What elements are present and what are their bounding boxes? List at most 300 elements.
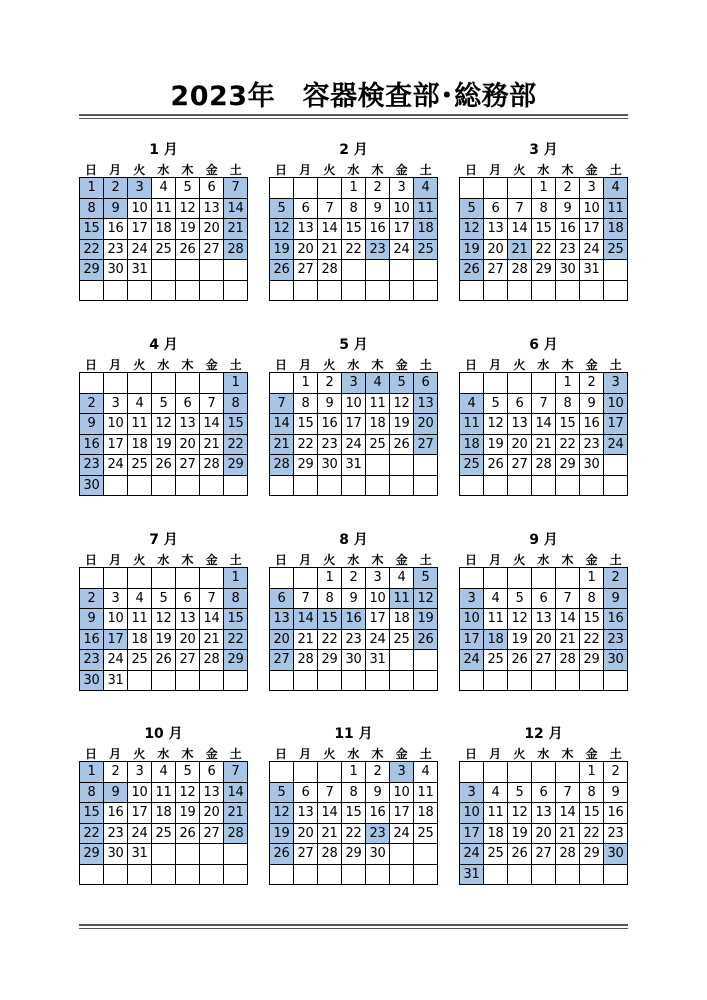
empty-cell: [460, 671, 484, 692]
weekday-label: 木: [561, 553, 574, 567]
weekday-label: 月: [489, 358, 502, 372]
day-grid: [459, 761, 628, 885]
empty-cell: [532, 568, 556, 589]
empty-cell: [556, 865, 580, 886]
day-cell: 23: [104, 240, 128, 261]
day-cell: 1: [342, 178, 366, 199]
day-cell: 10: [460, 803, 484, 824]
empty-cell: [532, 762, 556, 783]
empty-cell: [128, 281, 152, 302]
empty-cell: [342, 865, 366, 886]
day-cell: 18: [152, 219, 176, 240]
weekday-label: 土: [419, 358, 432, 372]
day-cell: 29: [294, 455, 318, 476]
day-cell: 12: [390, 394, 414, 415]
day-cell: 10: [366, 589, 390, 610]
day-cell: 8: [580, 783, 604, 804]
month-label: 10 月: [144, 726, 183, 742]
day-cell: 23: [556, 240, 580, 261]
day-cell: 23: [604, 630, 628, 651]
empty-cell: [224, 476, 248, 497]
weekday-label: 金: [205, 163, 218, 177]
weekday-label: 土: [609, 358, 622, 372]
day-cell: 26: [460, 260, 484, 281]
empty-cell: [104, 476, 128, 497]
empty-cell: [200, 865, 224, 886]
weekday-label: 木: [181, 163, 194, 177]
weekday-label: 水: [157, 163, 170, 177]
month-label: 3 月: [529, 142, 558, 158]
empty-cell: [366, 455, 390, 476]
month-label: 4 月: [149, 337, 178, 353]
day-cell: 7: [294, 589, 318, 610]
day-cell: 7: [224, 178, 248, 199]
month-label: 9 月: [529, 532, 558, 548]
day-cell: 22: [342, 240, 366, 261]
day-cell: 4: [414, 762, 438, 783]
weekday-label: 火: [323, 358, 336, 372]
day-cell: 18: [366, 414, 390, 435]
empty-cell: [414, 650, 438, 671]
empty-cell: [200, 260, 224, 281]
day-cell: 25: [604, 240, 628, 261]
day-cell: 25: [128, 650, 152, 671]
weekday-label: 木: [371, 358, 384, 372]
day-cell: 5: [508, 589, 532, 610]
day-grid: [269, 177, 438, 301]
day-cell: 1: [224, 568, 248, 589]
day-cell: 28: [318, 260, 342, 281]
day-cell: 29: [224, 650, 248, 671]
day-cell: 15: [224, 609, 248, 630]
month-calendar: [79, 723, 248, 885]
empty-cell: [200, 844, 224, 865]
day-cell: 16: [104, 803, 128, 824]
empty-cell: [128, 568, 152, 589]
day-cell: 9: [366, 199, 390, 220]
empty-cell: [366, 865, 390, 886]
empty-cell: [366, 281, 390, 302]
day-cell: 12: [508, 803, 532, 824]
empty-cell: [484, 762, 508, 783]
day-cell: 3: [580, 178, 604, 199]
day-cell: 27: [414, 435, 438, 456]
weekday-label: 金: [395, 358, 408, 372]
day-cell: 4: [484, 589, 508, 610]
day-cell: 1: [342, 762, 366, 783]
weekday-label: 月: [489, 553, 502, 567]
day-cell: 15: [580, 803, 604, 824]
day-cell: 17: [460, 630, 484, 651]
day-cell: 12: [152, 414, 176, 435]
day-cell: 6: [200, 178, 224, 199]
day-cell: 2: [366, 762, 390, 783]
day-cell: 13: [200, 783, 224, 804]
day-cell: 8: [342, 199, 366, 220]
day-cell: 14: [200, 414, 224, 435]
day-cell: 26: [508, 650, 532, 671]
empty-cell: [366, 476, 390, 497]
day-cell: 25: [460, 455, 484, 476]
empty-cell: [508, 762, 532, 783]
weekday-header: [269, 358, 438, 372]
weekday-label: 木: [181, 747, 194, 761]
day-cell: 8: [532, 199, 556, 220]
day-cell: 20: [200, 219, 224, 240]
day-cell: 16: [80, 630, 104, 651]
empty-cell: [104, 865, 128, 886]
day-cell: 8: [294, 394, 318, 415]
day-cell: 1: [80, 762, 104, 783]
empty-cell: [390, 260, 414, 281]
day-cell: 6: [484, 199, 508, 220]
day-cell: 13: [294, 219, 318, 240]
weekday-label: 月: [299, 553, 312, 567]
day-cell: 19: [414, 609, 438, 630]
day-cell: 6: [532, 589, 556, 610]
day-cell: 23: [104, 824, 128, 845]
month-calendar: [79, 529, 248, 691]
day-cell: 16: [104, 219, 128, 240]
day-cell: 18: [484, 824, 508, 845]
weekday-label: 土: [229, 358, 242, 372]
empty-cell: [532, 865, 556, 886]
day-cell: 10: [104, 414, 128, 435]
day-cell: 5: [508, 783, 532, 804]
empty-cell: [508, 568, 532, 589]
day-cell: 3: [104, 589, 128, 610]
day-cell: 28: [508, 260, 532, 281]
day-cell: 30: [604, 844, 628, 865]
day-cell: 11: [366, 394, 390, 415]
day-cell: 15: [556, 414, 580, 435]
day-cell: 31: [366, 650, 390, 671]
day-cell: 6: [294, 199, 318, 220]
day-cell: 15: [342, 219, 366, 240]
day-cell: 18: [128, 630, 152, 651]
day-cell: 24: [128, 824, 152, 845]
day-cell: 15: [318, 609, 342, 630]
day-cell: 26: [176, 240, 200, 261]
day-cell: 17: [604, 414, 628, 435]
day-cell: 16: [318, 414, 342, 435]
day-cell: 22: [580, 630, 604, 651]
weekday-label: 木: [561, 163, 574, 177]
weekday-label: 日: [85, 358, 98, 372]
day-cell: 10: [390, 783, 414, 804]
empty-cell: [580, 476, 604, 497]
weekday-label: 月: [299, 358, 312, 372]
day-cell: 20: [294, 240, 318, 261]
weekday-header: [79, 747, 248, 761]
empty-cell: [508, 671, 532, 692]
empty-cell: [176, 281, 200, 302]
day-cell: 9: [318, 394, 342, 415]
month-calendar: [459, 529, 628, 691]
day-cell: 24: [604, 435, 628, 456]
empty-cell: [152, 281, 176, 302]
day-cell: 10: [128, 783, 152, 804]
weekday-label: 日: [465, 163, 478, 177]
day-cell: 16: [604, 609, 628, 630]
day-cell: 21: [318, 240, 342, 261]
empty-cell: [484, 568, 508, 589]
day-cell: 30: [604, 650, 628, 671]
day-cell: 9: [342, 589, 366, 610]
day-cell: 4: [128, 589, 152, 610]
weekday-label: 金: [585, 358, 598, 372]
day-cell: 15: [580, 609, 604, 630]
empty-cell: [152, 476, 176, 497]
day-cell: 13: [484, 219, 508, 240]
day-cell: 29: [580, 650, 604, 671]
empty-cell: [556, 762, 580, 783]
day-cell: 29: [342, 844, 366, 865]
day-cell: 10: [128, 199, 152, 220]
empty-cell: [414, 281, 438, 302]
day-cell: 12: [414, 589, 438, 610]
day-cell: 14: [532, 414, 556, 435]
day-cell: 12: [270, 803, 294, 824]
day-cell: 30: [580, 455, 604, 476]
month-label: 8 月: [339, 532, 368, 548]
empty-cell: [604, 671, 628, 692]
empty-cell: [556, 671, 580, 692]
day-cell: 2: [80, 589, 104, 610]
empty-cell: [460, 568, 484, 589]
weekday-label: 日: [275, 358, 288, 372]
empty-cell: [390, 671, 414, 692]
empty-cell: [104, 281, 128, 302]
empty-cell: [390, 476, 414, 497]
weekday-label: 水: [347, 747, 360, 761]
day-cell: 2: [104, 762, 128, 783]
day-cell: 9: [366, 783, 390, 804]
empty-cell: [414, 476, 438, 497]
day-cell: 13: [200, 199, 224, 220]
empty-cell: [556, 476, 580, 497]
empty-cell: [366, 260, 390, 281]
empty-cell: [224, 671, 248, 692]
day-grid: [79, 761, 248, 885]
day-cell: 11: [484, 609, 508, 630]
day-cell: 23: [604, 824, 628, 845]
day-cell: 2: [342, 568, 366, 589]
day-cell: 30: [104, 260, 128, 281]
empty-cell: [294, 568, 318, 589]
day-cell: 12: [176, 783, 200, 804]
day-cell: 1: [580, 568, 604, 589]
weekday-label: 土: [609, 747, 622, 761]
empty-cell: [294, 476, 318, 497]
day-cell: 21: [200, 630, 224, 651]
day-cell: 8: [342, 783, 366, 804]
empty-cell: [176, 671, 200, 692]
day-cell: 4: [366, 373, 390, 394]
day-cell: 9: [80, 414, 104, 435]
empty-cell: [294, 671, 318, 692]
empty-cell: [270, 671, 294, 692]
weekday-header: [459, 358, 628, 372]
day-cell: 22: [580, 824, 604, 845]
empty-cell: [200, 281, 224, 302]
day-cell: 12: [508, 609, 532, 630]
day-cell: 3: [390, 762, 414, 783]
empty-cell: [390, 650, 414, 671]
day-cell: 13: [414, 394, 438, 415]
day-cell: 21: [200, 435, 224, 456]
day-cell: 26: [508, 844, 532, 865]
day-cell: 27: [484, 260, 508, 281]
day-cell: 2: [556, 178, 580, 199]
day-cell: 1: [318, 568, 342, 589]
weekday-header: [79, 358, 248, 372]
empty-cell: [152, 373, 176, 394]
weekday-label: 月: [299, 163, 312, 177]
day-cell: 11: [128, 414, 152, 435]
day-cell: 14: [224, 199, 248, 220]
empty-cell: [176, 844, 200, 865]
weekday-label: 水: [537, 553, 550, 567]
day-cell: 15: [342, 803, 366, 824]
month-label: 1 月: [149, 142, 178, 158]
empty-cell: [484, 178, 508, 199]
empty-cell: [270, 476, 294, 497]
day-cell: 25: [152, 240, 176, 261]
day-cell: 6: [508, 394, 532, 415]
month-label: 12 月: [524, 726, 563, 742]
month-label: 2 月: [339, 142, 368, 158]
day-cell: 15: [80, 219, 104, 240]
day-cell: 17: [104, 630, 128, 651]
day-cell: 28: [200, 455, 224, 476]
day-cell: 7: [224, 762, 248, 783]
weekday-label: 水: [157, 553, 170, 567]
day-cell: 19: [176, 803, 200, 824]
day-cell: 26: [270, 260, 294, 281]
day-cell: 18: [414, 219, 438, 240]
weekday-label: 土: [609, 163, 622, 177]
empty-cell: [176, 260, 200, 281]
weekday-header: [459, 163, 628, 177]
day-cell: 30: [80, 476, 104, 497]
day-cell: 20: [200, 803, 224, 824]
day-cell: 12: [460, 219, 484, 240]
weekday-label: 日: [85, 163, 98, 177]
day-cell: 5: [390, 373, 414, 394]
day-cell: 25: [414, 240, 438, 261]
day-cell: 24: [104, 455, 128, 476]
weekday-label: 日: [85, 553, 98, 567]
day-cell: 21: [532, 435, 556, 456]
day-cell: 6: [532, 783, 556, 804]
day-cell: 17: [104, 435, 128, 456]
day-cell: 1: [580, 762, 604, 783]
day-cell: 5: [270, 199, 294, 220]
day-cell: 8: [224, 589, 248, 610]
day-cell: 1: [532, 178, 556, 199]
day-cell: 30: [104, 844, 128, 865]
month-calendar: [459, 139, 628, 301]
day-cell: 7: [508, 199, 532, 220]
day-cell: 27: [200, 824, 224, 845]
weekday-label: 月: [109, 163, 122, 177]
day-cell: 13: [532, 609, 556, 630]
day-cell: 31: [128, 844, 152, 865]
day-cell: 3: [104, 394, 128, 415]
day-grid: [269, 567, 438, 691]
day-cell: 12: [270, 219, 294, 240]
day-cell: 6: [294, 783, 318, 804]
day-cell: 6: [200, 762, 224, 783]
day-cell: 18: [390, 609, 414, 630]
day-cell: 4: [414, 178, 438, 199]
day-cell: 16: [366, 803, 390, 824]
month-calendar: [79, 334, 248, 496]
day-cell: 3: [390, 178, 414, 199]
day-cell: 31: [342, 455, 366, 476]
empty-cell: [318, 178, 342, 199]
empty-cell: [532, 476, 556, 497]
day-cell: 17: [460, 824, 484, 845]
empty-cell: [532, 373, 556, 394]
day-cell: 29: [556, 455, 580, 476]
day-cell: 5: [270, 783, 294, 804]
day-cell: 1: [556, 373, 580, 394]
day-cell: 9: [604, 589, 628, 610]
day-cell: 4: [484, 783, 508, 804]
day-cell: 25: [366, 435, 390, 456]
month-label: 7 月: [149, 532, 178, 548]
empty-cell: [556, 568, 580, 589]
empty-cell: [508, 373, 532, 394]
empty-cell: [176, 865, 200, 886]
empty-cell: [176, 476, 200, 497]
day-cell: 19: [508, 630, 532, 651]
day-cell: 24: [104, 650, 128, 671]
day-cell: 4: [152, 178, 176, 199]
day-cell: 20: [532, 630, 556, 651]
day-cell: 17: [128, 219, 152, 240]
empty-cell: [390, 865, 414, 886]
empty-cell: [294, 281, 318, 302]
day-cell: 29: [580, 844, 604, 865]
day-cell: 17: [390, 219, 414, 240]
day-cell: 21: [224, 219, 248, 240]
weekday-label: 月: [109, 747, 122, 761]
day-cell: 27: [176, 455, 200, 476]
day-cell: 26: [390, 435, 414, 456]
empty-cell: [270, 373, 294, 394]
day-cell: 20: [294, 824, 318, 845]
day-cell: 6: [414, 373, 438, 394]
empty-cell: [532, 281, 556, 302]
weekday-label: 日: [85, 747, 98, 761]
day-cell: 7: [532, 394, 556, 415]
day-cell: 13: [176, 609, 200, 630]
day-cell: 3: [366, 568, 390, 589]
weekday-label: 火: [513, 747, 526, 761]
day-cell: 1: [294, 373, 318, 394]
empty-cell: [604, 455, 628, 476]
day-cell: 11: [152, 783, 176, 804]
day-cell: 20: [508, 435, 532, 456]
day-cell: 10: [580, 199, 604, 220]
day-cell: 30: [80, 671, 104, 692]
day-cell: 4: [390, 568, 414, 589]
day-cell: 26: [176, 824, 200, 845]
day-cell: 21: [294, 630, 318, 651]
